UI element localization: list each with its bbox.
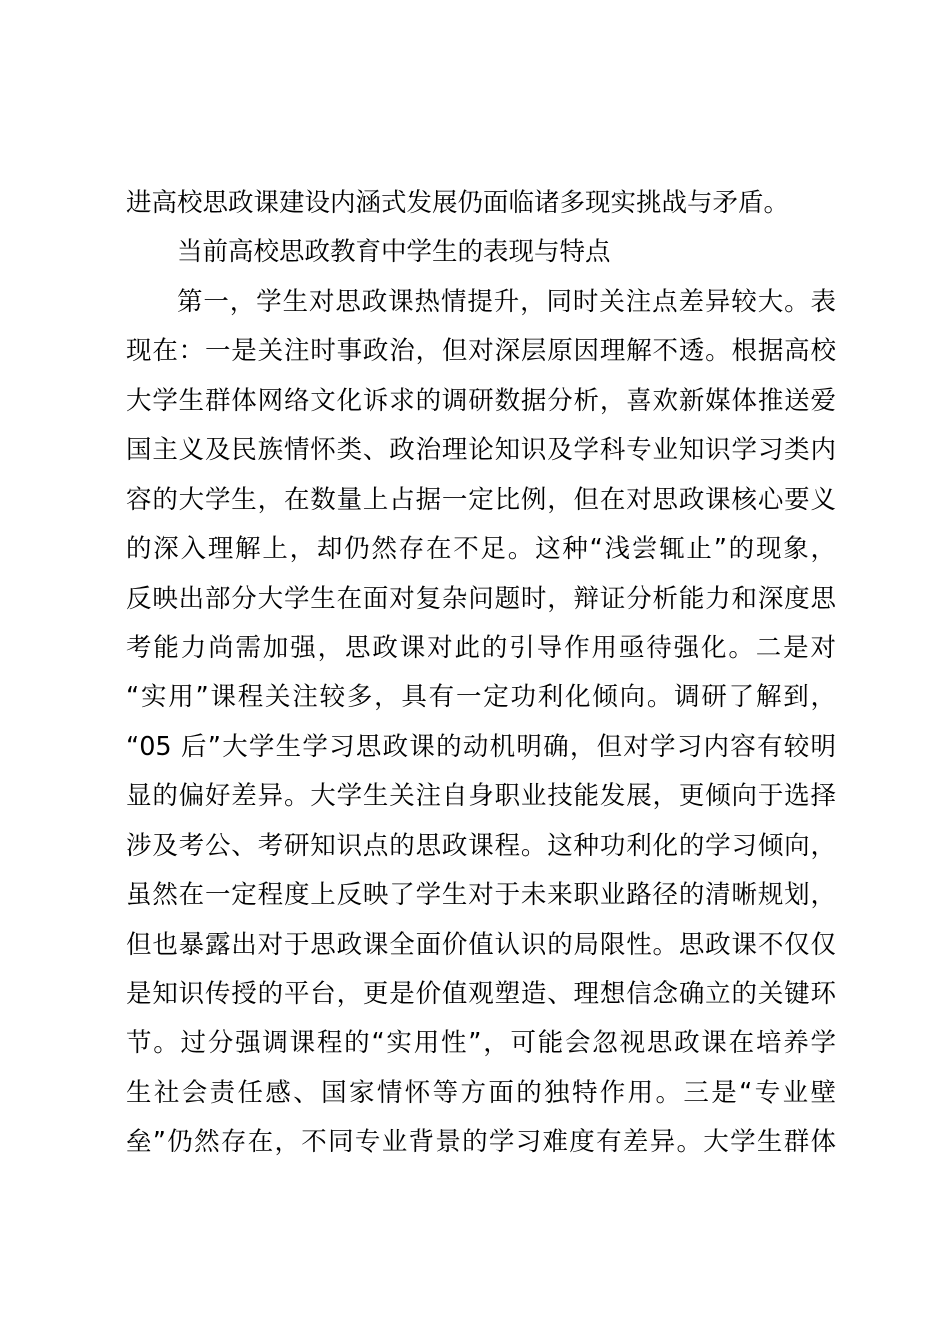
paragraph-line: 容的大学生，在数量上占据一定比例，但在对思政课核心要义 [126, 484, 836, 515]
paragraph-line: 生社会责任感、国家情怀等方面的独特作用。三是“专业壁 [126, 1077, 836, 1108]
paragraph-line: 考能力尚需加强，思政课对此的引导作用亟待强化。二是对 [126, 632, 836, 663]
paragraph-line: 是知识传授的平台，更是价值观塑造、理想信念确立的关键环 [126, 979, 836, 1009]
paragraph-line: 现在：一是关注时事政治，但对深层原因理解不透。根据高校 [126, 336, 836, 367]
body-text [126, 179, 836, 1168]
paragraph-line: 进高校思政课建设内涵式发展仍面临诸多现实挑战与矛盾。 [126, 188, 790, 218]
paragraph-line: 大学生群体网络文化诉求的调研数据分析，喜欢新媒体推送爱 [126, 385, 836, 416]
paragraph-line: 国主义及民族情怀类、政治理论知识及学科专业知识学习类内 [126, 435, 836, 466]
paragraph-line: 虽然在一定程度上反映了学生对于未来职业路径的清晰规划， [126, 880, 836, 911]
paragraph-line: 涉及考公、考研知识点的思政课程。这种功利化的学习倾向， [126, 830, 836, 861]
section-heading: 当前高校思政教育中学生的表现与特点 [177, 237, 611, 268]
paragraph-line: 反映出部分大学生在面对复杂问题时，辩证分析能力和深度思 [126, 583, 836, 614]
paragraph-line: 第一，学生对思政课热情提升，同时关注点差异较大。表 [177, 286, 836, 317]
paragraph-line: 但也暴露出对于思政课全面价值认识的局限性。思政课不仅仅 [126, 929, 836, 960]
paragraph-line: 显的偏好差异。大学生关注自身职业技能发展，更倾向于选择 [126, 781, 836, 812]
paragraph-line: “实用”课程关注较多，具有一定功利化倾向。调研了解到， [126, 682, 836, 713]
paragraph-line: 的深入理解上，却仍然存在不足。这种“浅尝辄止”的现象， [126, 534, 836, 565]
paragraph-line: 节。过分强调课程的“实用性”，可能会忽视思政课在培养学 [126, 1028, 836, 1059]
paragraph-line: 垒”仍然存在，不同专业背景的学习难度有差异。大学生群体 [126, 1127, 836, 1158]
paragraph-line: “05 后”大学生学习思政课的动机明确，但对学习内容有较明 [126, 731, 836, 762]
